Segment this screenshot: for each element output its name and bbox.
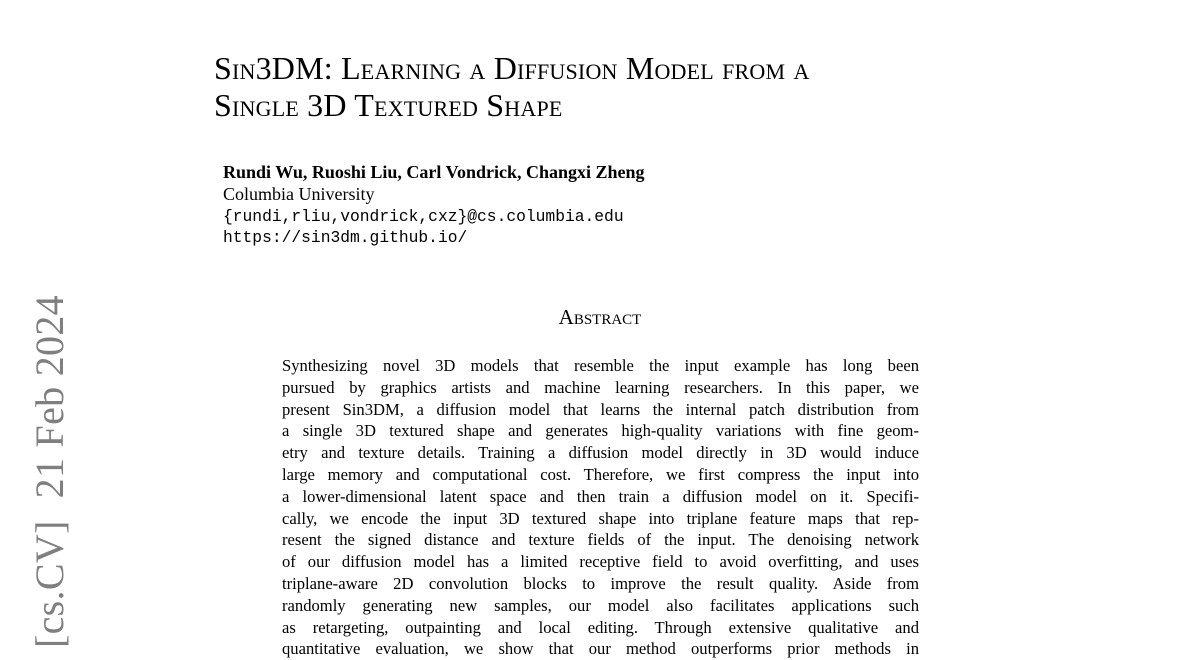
abstract-line: resent the signed distance and texture fields of the input. The denoising network (282, 530, 919, 550)
abstract-line: etry and texture details. Training a diffusion model directly in 3D would induce (282, 443, 919, 463)
abstract-line: cally, we encode the input 3D textured shape into triplane feature maps that rep- (282, 508, 919, 528)
abstract-line: quantitative evaluation, we show that our method outperforms prior methods in (282, 639, 919, 659)
author-emails: {rundi,rliu,vondrick,cxz}@cs.columbia.edu (223, 207, 624, 226)
abstract-line: large memory and computational cost. Therefore, we first compress the input into (282, 464, 919, 484)
abstract-line: triplane-aware 2D convolution blocks to improve the result quality. Aside from (282, 573, 919, 593)
abstract-body (282, 355, 919, 660)
paper-title-line-2: Single 3D Textured Shape (214, 87, 563, 123)
abstract-line: randomly generating new samples, our model also facilitates applications such (282, 595, 919, 615)
affiliation: Columbia University (223, 184, 375, 204)
abstract-line: present Sin3DM, a diffusion model that learns the internal patch distribution from (282, 399, 919, 419)
project-url: https://sin3dm.github.io/ (223, 228, 468, 247)
arxiv-date: 21 Feb 2024 (27, 295, 72, 499)
abstract-line: as retargeting, outpainting and local editing. Through extensive qualitative and (282, 617, 919, 637)
abstract-heading: Abstract (558, 305, 642, 329)
arxiv-category: [cs.CV] (27, 520, 72, 648)
abstract-line: a single 3D textured shape and generates high-quality variations with fine geom- (282, 421, 919, 441)
author-list: Rundi Wu, Ruoshi Liu, Carl Vondrick, Changxi Zheng (223, 162, 645, 182)
abstract-line: of our diffusion model has a limited receptive field to avoid overfitting, and uses (282, 552, 919, 572)
paper-title (214, 50, 1064, 124)
abstract-line: pursued by graphics artists and machine learning researchers. In this paper, we (282, 377, 919, 397)
arxiv-stamp (27, 295, 90, 648)
abstract-line: Synthesizing novel 3D models that resemble the input example has long been (282, 356, 919, 375)
abstract-line: a lower-dimensional latent space and then train a diffusion model on it. Specifi- (282, 486, 919, 506)
paper-title-line-1: Sin3DM: Learning a Diffusion Model from a (214, 50, 810, 86)
